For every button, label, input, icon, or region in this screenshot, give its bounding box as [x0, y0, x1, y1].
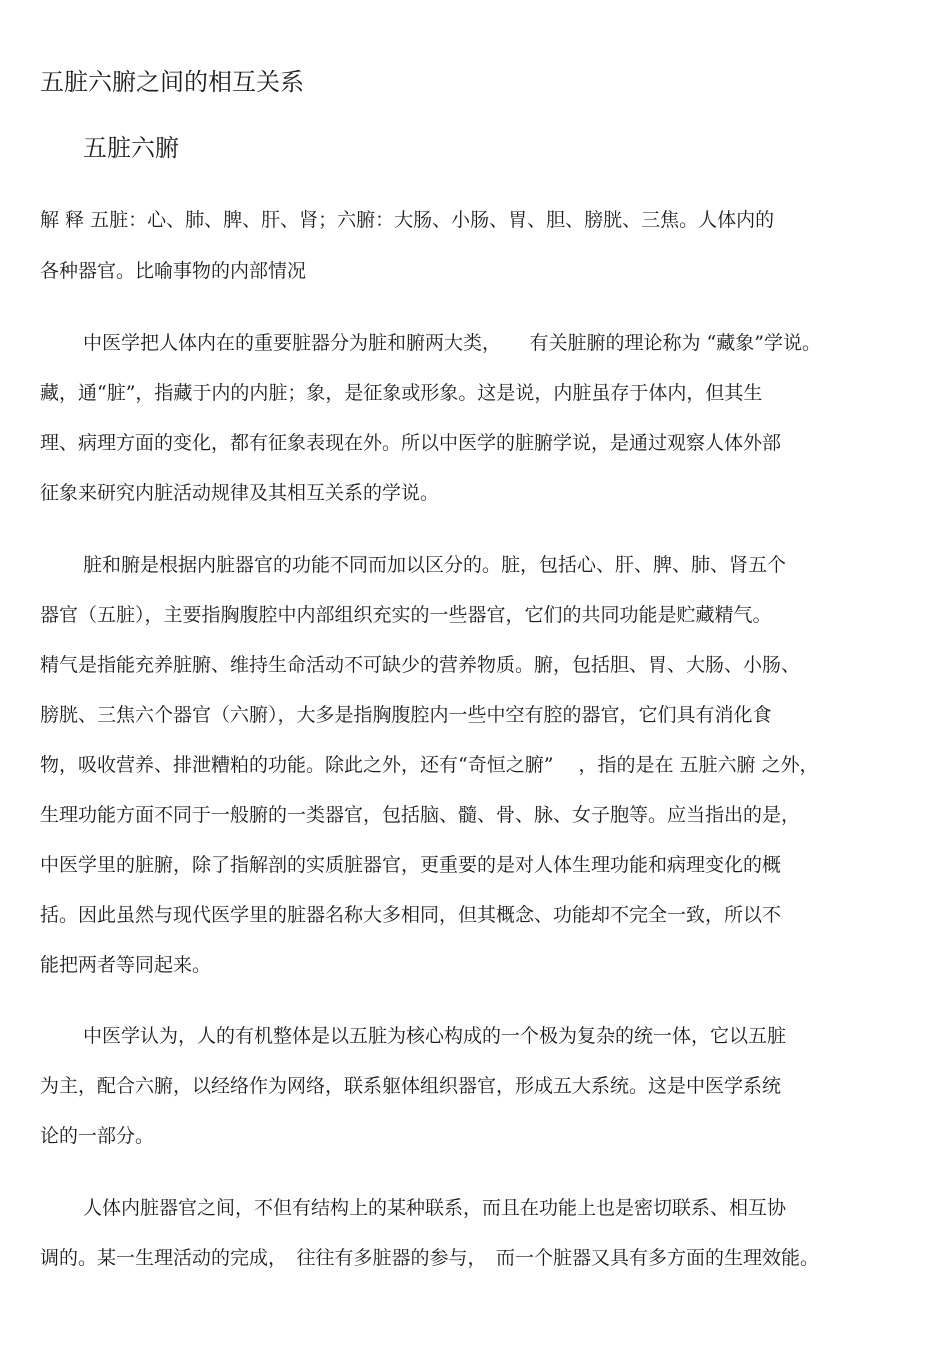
paragraph-line: 中医学里的脏腑，除了指解剖的实质脏器官，更重要的是对人体生理功能和病理变化的概 [40, 854, 782, 876]
paragraph-line: 藏，通“脏”，指藏于内的内脏；象，是征象或形象。这是说，内脏虽存于体内，但其生 [40, 382, 763, 404]
paragraph-line: 生理功能方面不同于一般腑的一类器官，包括脑、髓、骨、脉、女子胞等。应当指出的是， [40, 804, 801, 826]
paragraph-line: 人体内脏器官之间，不但有结构上的某种联系，而且在功能上也是密切联系、相互协 [83, 1197, 787, 1219]
paragraph-line: 能把两者等同起来。 [40, 954, 212, 976]
definition-line: 各种器官。比喻事物的内部情况 [40, 260, 307, 282]
paragraph-line: 物，吸收营养、排泄糟粕的功能。除此之外，还有“奇恒之腑” ，指的是在 五脏六腑 之外， [40, 754, 819, 776]
paragraph-line: 中医学把人体内在的重要脏器分为脏和腑两大类， 有关脏腑的理论称为 “藏象”学说。 [83, 332, 821, 354]
paragraph-line: 征象来研究内脏活动规律及其相互关系的学说。 [40, 482, 440, 504]
paragraph-line: 论的一部分。 [40, 1125, 155, 1147]
paragraph-line: 调的。某一生理活动的完成， 往往有多脏器的参与， 而一个脏器又具有多方面的生理效能。 [40, 1247, 820, 1269]
definition-line: 解 释 五脏：心、肺、脾、肝、肾；六腑：大肠、小肠、胃、胆、膀胱、三焦。人体内的 [40, 209, 775, 231]
document-title: 五脏六腑之间的相互关系 [40, 68, 304, 96]
paragraph-line: 中医学认为，人的有机整体是以五脏为核心构成的一个极为复杂的统一体，它以五脏 [83, 1025, 787, 1047]
paragraph-line: 器官（五脏），主要指胸腹腔中内部组织充实的一些器官，它们的共同功能是贮藏精气。 [40, 604, 772, 626]
paragraph-line: 膀胱、三焦六个器官（六腑），大多是指胸腹腔内一些中空有腔的器官，它们具有消化食 [40, 704, 772, 726]
paragraph-line: 括。因此虽然与现代医学里的脏器名称大多相同，但其概念、功能却不完全一致，所以不 [40, 904, 782, 926]
paragraph-line: 为主，配合六腑，以经络作为网络，联系躯体组织器官，形成五大系统。这是中医学系统 [40, 1075, 782, 1097]
paragraph-line: 理、病理方面的变化，都有征象表现在外。所以中医学的脏腑学说，是通过观察人体外部 [40, 432, 782, 454]
document-subtitle: 五脏六腑 [83, 134, 179, 162]
paragraph-line: 精气是指能充养脏腑、维持生命活动不可缺少的营养物质。腑，包括胆、胃、大肠、小肠、 [40, 654, 801, 676]
paragraph-line: 脏和腑是根据内脏器官的功能不同而加以区分的。脏，包括心、肝、脾、肺、肾五个 [83, 554, 787, 576]
